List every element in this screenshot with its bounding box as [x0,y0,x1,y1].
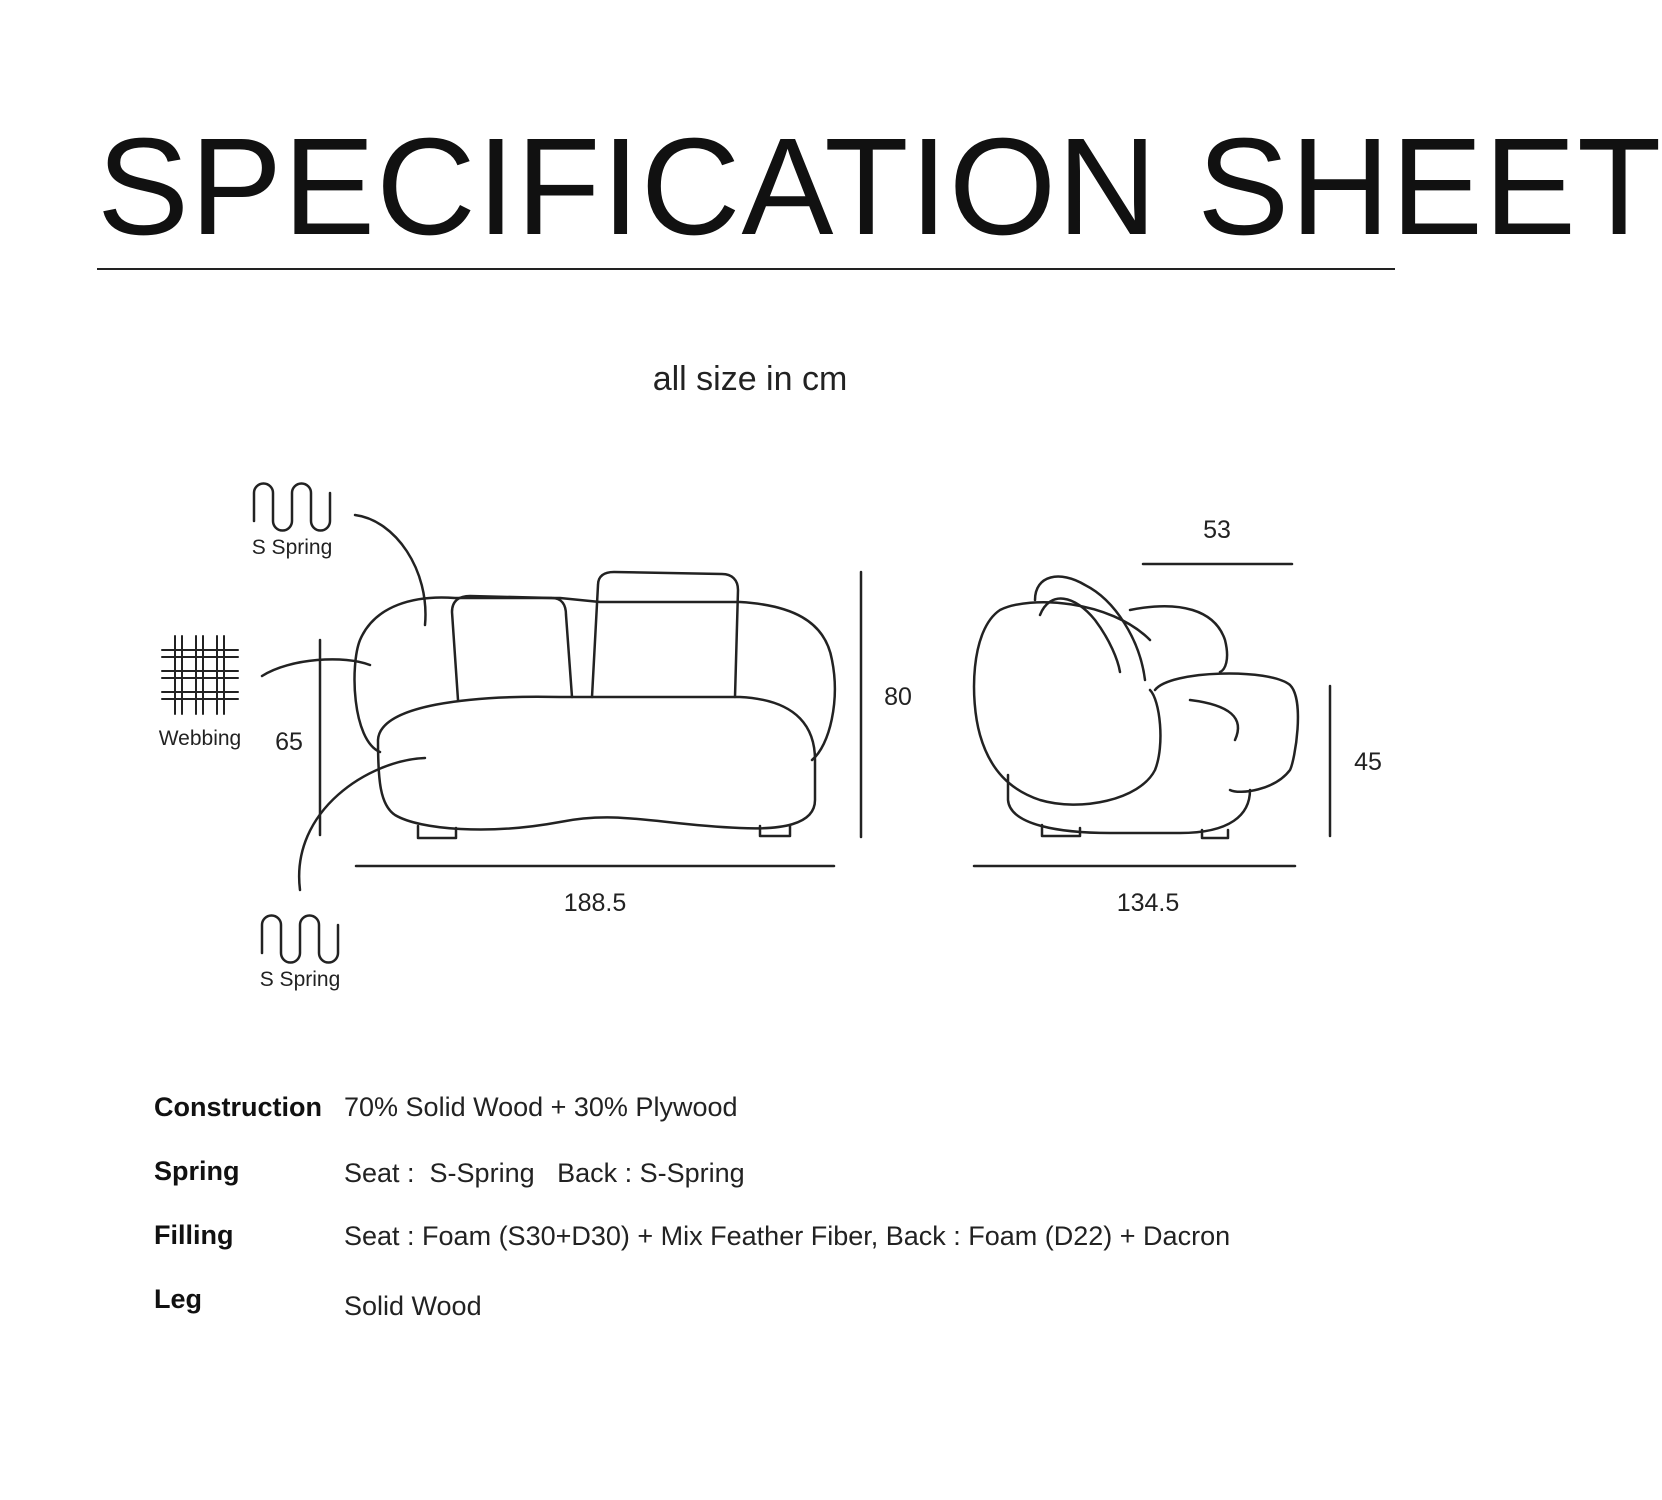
spec-value-construction: 70% Solid Wood + 30% Plywood [344,1092,738,1122]
side-sofa-base [1008,775,1250,833]
front-sofa-cushion-left [452,596,572,700]
side-sofa-seat-front [1190,700,1238,740]
side-view-sofa [974,577,1298,838]
spec-value-spring: Seat : S-Spring Back : S-Spring [344,1158,745,1188]
dimension-depth: 134.5 [1116,889,1180,917]
side-sofa-back-shell [974,602,1160,804]
page-title: SPECIFICATION SHEET [97,110,1662,264]
callout-spring-bottom-label: S Spring [259,968,341,991]
callout-spring-top-label: S Spring [251,536,333,559]
spec-label-filling: Filling [154,1220,234,1250]
dimension-height-total: 80 [884,683,912,711]
side-sofa-back-rim [1130,606,1227,672]
front-sofa-cushion-right [592,572,738,697]
front-sofa-seat [378,697,815,830]
front-sofa-back-outline [355,597,835,760]
units-note: all size in cm [652,360,848,398]
dimension-seat-depth: 53 [1203,516,1231,544]
side-sofa-pillow-inner [1040,599,1120,672]
webbing-icon [162,636,238,714]
dimension-width: 188.5 [563,889,627,917]
spec-label-spring: Spring [154,1156,240,1186]
spec-label-leg: Leg [154,1284,203,1314]
leader-spring-bottom [299,758,425,890]
callout-webbing-label: Webbing [158,727,242,750]
side-sofa-seat [1155,674,1298,792]
spec-value-filling: Seat : Foam (S30+D30) + Mix Feather Fiber, Back : Foam (D22) + Dacron [344,1221,1231,1251]
dimension-height-arm: 65 [275,728,303,756]
side-sofa-pillow-outer [1035,577,1145,680]
spec-value-leg: Solid Wood [344,1291,482,1321]
s-spring-icon [262,916,338,963]
spec-label-construction: Construction [154,1092,322,1122]
dimension-seat-height: 45 [1354,748,1382,776]
s-spring-icon [254,484,330,531]
